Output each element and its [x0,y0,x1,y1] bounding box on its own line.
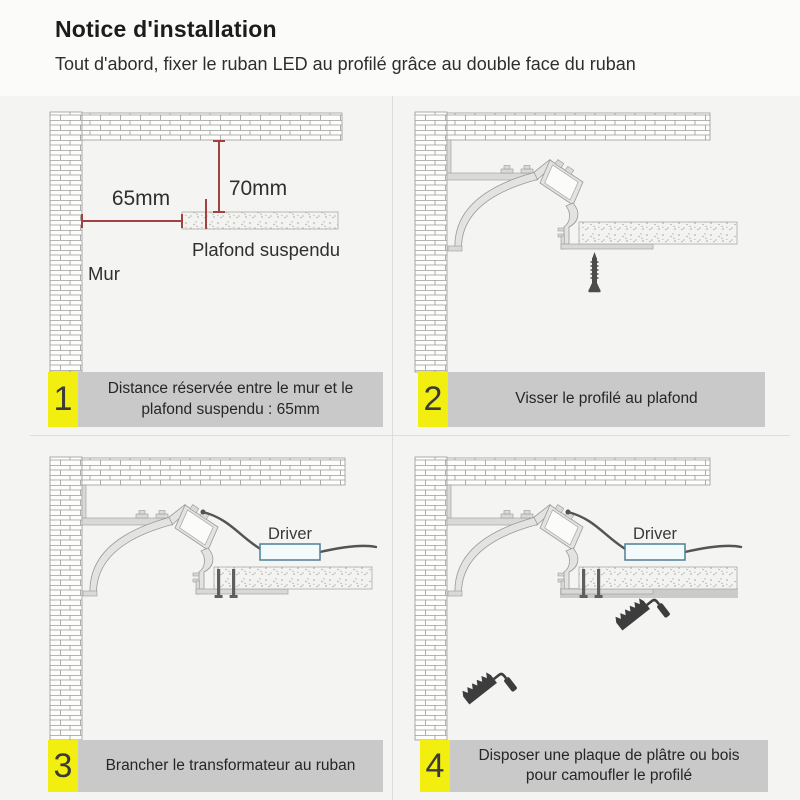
driver-box [260,544,320,560]
led-profile-drawing [447,485,737,596]
step1-number-badge: 1 [48,372,78,427]
brick-wall [415,457,447,740]
step4-caption-text: Disposer une plaque de plâtre ou bois pour camoufler le profilé [450,740,768,792]
step3-number-badge: 3 [48,740,78,792]
dim-70mm-label: 70mm [228,177,288,200]
step2-number-badge: 2 [418,372,448,427]
dim-65mm-label: 65mm [111,187,171,210]
page-title: Notice d'installation [55,16,277,42]
panel-divider-vertical [392,96,393,800]
driver-label: Driver [633,525,677,543]
paint-roller-icon [460,663,518,718]
dimension-65mm [82,214,182,228]
driver-label: Driver [268,525,312,543]
led-profile-drawing [447,140,737,251]
brick-ceiling [447,458,710,485]
brick-wall [50,457,82,740]
driver-box [625,544,685,560]
screw-icon [589,252,601,292]
step4-number-badge: 4 [420,740,450,792]
panel-divider-horizontal [30,435,790,436]
brick-wall [50,112,82,372]
header [0,0,800,96]
brick-ceiling [82,458,345,485]
step4-diagram [405,445,755,780]
step2-caption [418,372,765,427]
brick-wall [415,112,447,372]
wall-label: Mur [88,263,120,284]
step3-diagram [40,445,390,780]
page-subtitle: Tout d'abord, fixer le ruban LED au profilé grâce au double face du ruban [55,54,636,74]
step3-caption-text: Brancher le transformateur au ruban [78,740,383,792]
led-profile-drawing [82,485,372,596]
step4-caption [420,740,768,792]
brick-ceiling [82,113,342,140]
step3-caption [48,740,383,792]
step2-caption-text: Visser le profilé au plafond [448,372,765,427]
brick-ceiling [447,113,710,140]
step1-caption-text: Distance réservée entre le mur et le plafond suspendu : 65mm [78,372,383,427]
suspended-ceiling-label: Plafond suspendu [191,239,341,260]
step1-caption [48,372,383,427]
